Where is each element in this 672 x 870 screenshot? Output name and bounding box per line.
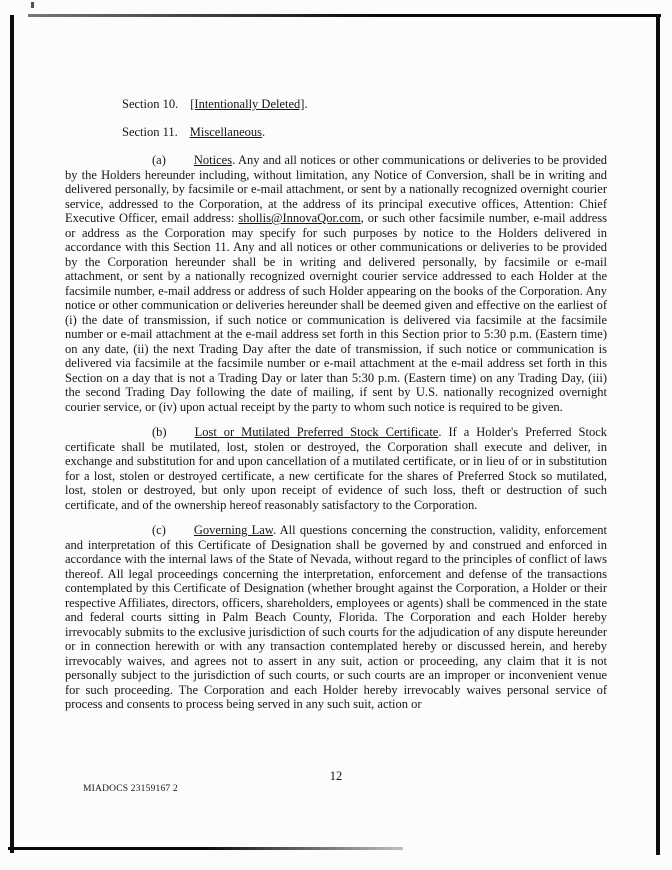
section-10-label: Section 10.: [122, 97, 179, 111]
paragraph-b-heading: Lost or Mutilated Preferred Stock Certificate: [194, 425, 439, 439]
section-11-title: Miscellaneous: [189, 125, 262, 139]
paragraph-c-heading: Governing Law: [193, 523, 273, 537]
paragraph-a-text-2: , or such other facsimile number, e-mail address or address as the Corporation may specify for such purposes by notice to the Holders delivered in accordance with this Section 11. Any and all notices or other communications or deliveries to be provided by the Corporation hereunder shall be in writing and delivered personally, by facsimile or e-mail attachment, or sent by a nationally recognized overnight courier service addressed to each Holder at the facsimile number, e-mail address or address of such Holder appearing on the books of the Corporation. Any notice or other communication or deliveries hereunder shall be deemed given and effective on the earliest of (i) the date of transmission, if such notice or communication is delivered via facsimile at the facsimile number or e-mail attachment at the e-mail address set forth in this Section prior to 5:30 p.m. (Eastern time) on any date, (ii) the next Trading Day after the date of transmission, if such notice or communication is delivered via facsimile at the facsimile number or e-mail attachment at the e-mail address set forth in this Section on a day that is not a Trading Day or later than 5:30 p.m. (Eastern time) on any Trading Day, (iii) the second Trading Day following the date of mailing, if sent by U.S. nationally recognized overnight courier service, or (iv) upon actual receipt by the party to whom such notice is required to be given.: [65, 211, 608, 414]
section-11-line: [65, 125, 607, 140]
paragraph-c-text: . All questions concerning the construction, validity, enforcement and interpretation of this Certificate of Designation shall be governed by and construed and enforced in accordance with the internal laws of the State of Nevada, without regard to the principles of conflict of laws thereof. All legal proceedings concerning the interpretation, enforcement and defense of the transactions contemplated by this Certificate of Designation (whether brought against the Corporation, a Holder or their respective Affiliates, directors, officers, shareholders, employees or agents) shall be commenced in the state and federal courts sitting in Palm Beach County, Florida. The Corporation and each Holder hereby irrevocably submits to the exclusive jurisdiction of such courts for the adjudication of any dispute hereunder or in connection herewith or with any transaction contemplated hereby or discussed herein, and hereby irrevocably waives, and agrees not to assert in any suit, action or proceeding, any claim that it is not personally subject to the jurisdiction of such courts, or such courts are an improper or inconvenient venue for such proceeding. The Corporation and each Holder hereby irrevocably waives personal service of process and consents to process being served in any such suit, action or: [65, 523, 607, 711]
paragraph-a-notices: [65, 153, 607, 414]
section-10-period: .: [304, 97, 308, 111]
page-number: 12: [329, 769, 343, 783]
paragraph-c-governing-law: [65, 523, 607, 712]
scan-border-bottom: [8, 847, 403, 850]
section-11-label: Section 11.: [122, 125, 178, 139]
paragraph-c-marker: (c): [152, 523, 166, 537]
section-10-line: [65, 97, 607, 112]
paragraph-a-marker: (a): [152, 153, 166, 167]
scan-artifact-speck: [31, 2, 34, 8]
scan-border-left: [10, 15, 14, 853]
paragraph-b-lost-certificate: [65, 425, 607, 512]
paragraph-b-marker: (b): [152, 425, 167, 439]
document-id-footer: MIADOCS 23159167 2: [83, 784, 178, 794]
paragraph-a-heading: Notices: [193, 153, 233, 167]
section-11-period: .: [262, 125, 266, 139]
section-10-title: [Intentionally Deleted]: [190, 97, 305, 111]
scan-border-top: [28, 14, 661, 17]
paragraph-a-text-1: . Any and all notices or other communications or deliveries to be provided by the Holders hereunder including, without limitation, any Notice of Conversion, shall be in writing and delivered personally, by facsimile or e-mail attachment, or sent by a nationally recognized overnight courier service, addressed to the Corporation, at the address of its principal executive offices, Attention: Chief Executive Officer, email address:: [65, 153, 607, 225]
document-body: [65, 97, 607, 712]
email-address: shollis@InnovaQor.com: [238, 211, 361, 225]
paragraph-b-text: . If a Holder's Preferred Stock certificate shall be mutilated, lost, stolen or destroyed, the Corporation shall execute and deliver, in exchange and substitution for and upon cancellation of a mutilated certificate, or in lieu of or in substitution for a lost, stolen or destroyed certificate, a new certificate for the shares of Preferred Stock so mutilated, lost, stolen or destroyed, but only upon receipt of evidence of such loss, theft or destruction of such certificate, and of the ownership hereof reasonably satisfactory to the Corporation.: [65, 425, 607, 512]
scan-border-right: [656, 15, 660, 855]
